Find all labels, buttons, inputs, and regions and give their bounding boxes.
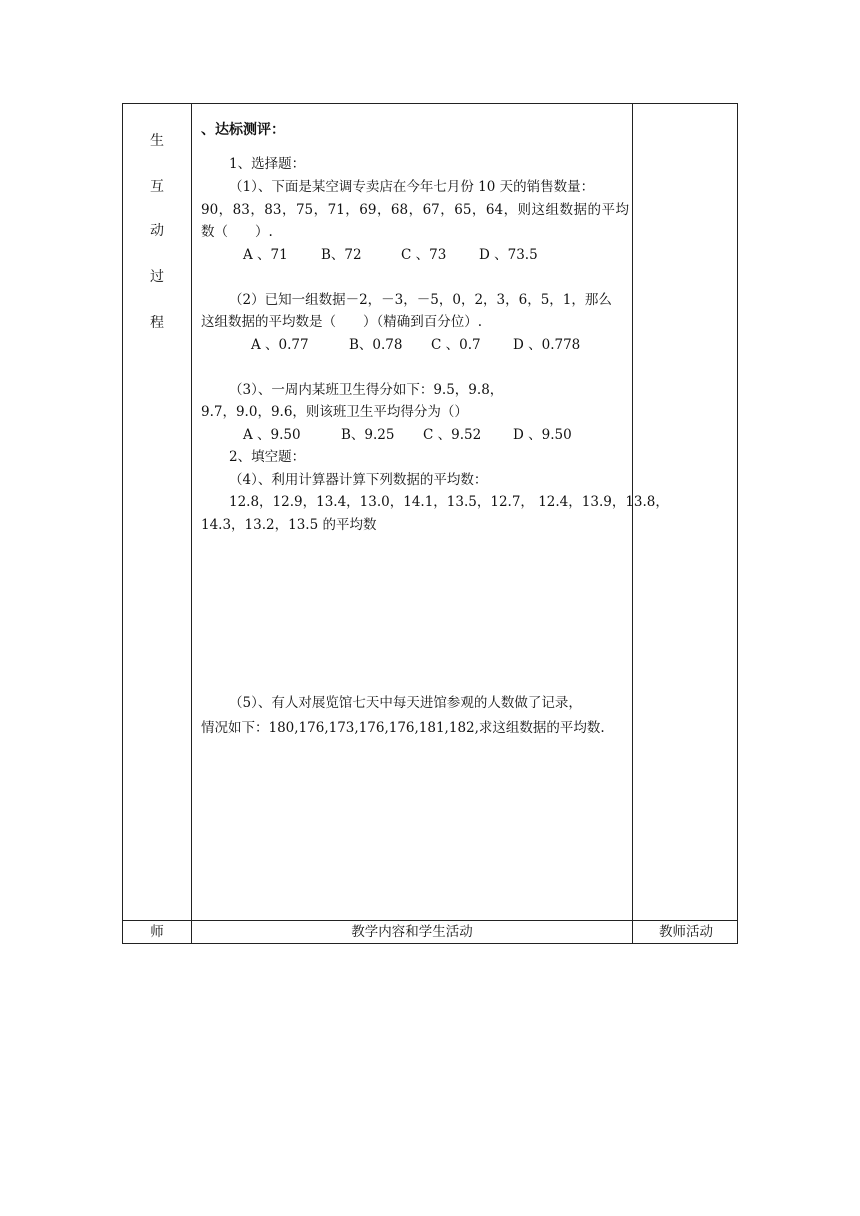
question-1-option: D 、73.5: [479, 247, 538, 263]
left-label-column: [123, 104, 191, 920]
left-label-char: 过: [150, 269, 164, 285]
question-3-option: C 、9.52: [423, 427, 482, 443]
question-5-text: 情况如下：180,176,173,176,176,181,182,求这组数据的平均数.: [201, 720, 605, 736]
footer-cell-label: 师: [150, 924, 164, 940]
question-3-text: 9.7，9.0，9.6，则该班卫生平均得分为（）: [201, 404, 468, 420]
footer-cell-content-header: 教学内容和学生活动: [351, 924, 473, 940]
main-content-cell: [201, 104, 669, 920]
question-3-option: A 、9.50: [243, 427, 301, 443]
left-label-char: 动: [150, 223, 164, 239]
question-1-option: C 、73: [401, 247, 447, 263]
section-title: 、达标测评：: [201, 122, 285, 138]
question-3-option: D 、9.50: [513, 427, 572, 443]
column-divider-right: [632, 104, 633, 943]
question-2-text: （2）已知一组数据－2，－3，－5，0，2，3，6，5，1，那么: [229, 292, 612, 308]
question-2-option: B、0.78: [349, 337, 403, 353]
fill-section-heading: 2、填空题：: [229, 449, 306, 465]
footer-cell-teacher-header: 教师活动: [659, 924, 713, 940]
column-divider-left: [191, 104, 192, 943]
question-5-text: （5）、有人对展览馆七天中每天进馆参观的人数做了记录，: [229, 695, 582, 711]
question-4-text: （4）、利用计算器计算下列数据的平均数：: [229, 472, 488, 488]
question-2-text: 这组数据的平均数是（ ）（精确到百分位）.: [201, 314, 483, 330]
question-4-text: 14.3，13.2，13.5 的平均数: [201, 517, 377, 533]
left-label-char: 程: [150, 315, 164, 331]
question-1-text: 90，83，83，75，71，69，68，67，65，64，则这组数据的平均: [201, 202, 629, 218]
left-label-char: 互: [150, 179, 164, 195]
question-4-text: 12.8，12.9，13.4，13.0，14.1，13.5，12.7， 12.4，13.9，13.8，: [229, 494, 669, 510]
question-1-option: B、72: [321, 247, 362, 263]
choice-section-heading: 1、选择题：: [229, 156, 306, 172]
lesson-table: [122, 103, 738, 944]
question-1-text: 数（ ）.: [201, 224, 273, 240]
question-2-option: A 、0.77: [251, 337, 309, 353]
question-1-option: A 、71: [243, 247, 288, 263]
question-1-text: （1）、下面是某空调专卖店在今年七月份 10 天的销售数量：: [229, 179, 595, 195]
left-label-char: 生: [150, 133, 164, 149]
question-2-option: C 、0.7: [431, 337, 481, 353]
question-3-option: B、9.25: [341, 427, 395, 443]
question-2-option: D 、0.778: [513, 337, 581, 353]
question-3-text: （3）、一周内某班卫生得分如下：9.5，9.8，: [229, 382, 504, 398]
